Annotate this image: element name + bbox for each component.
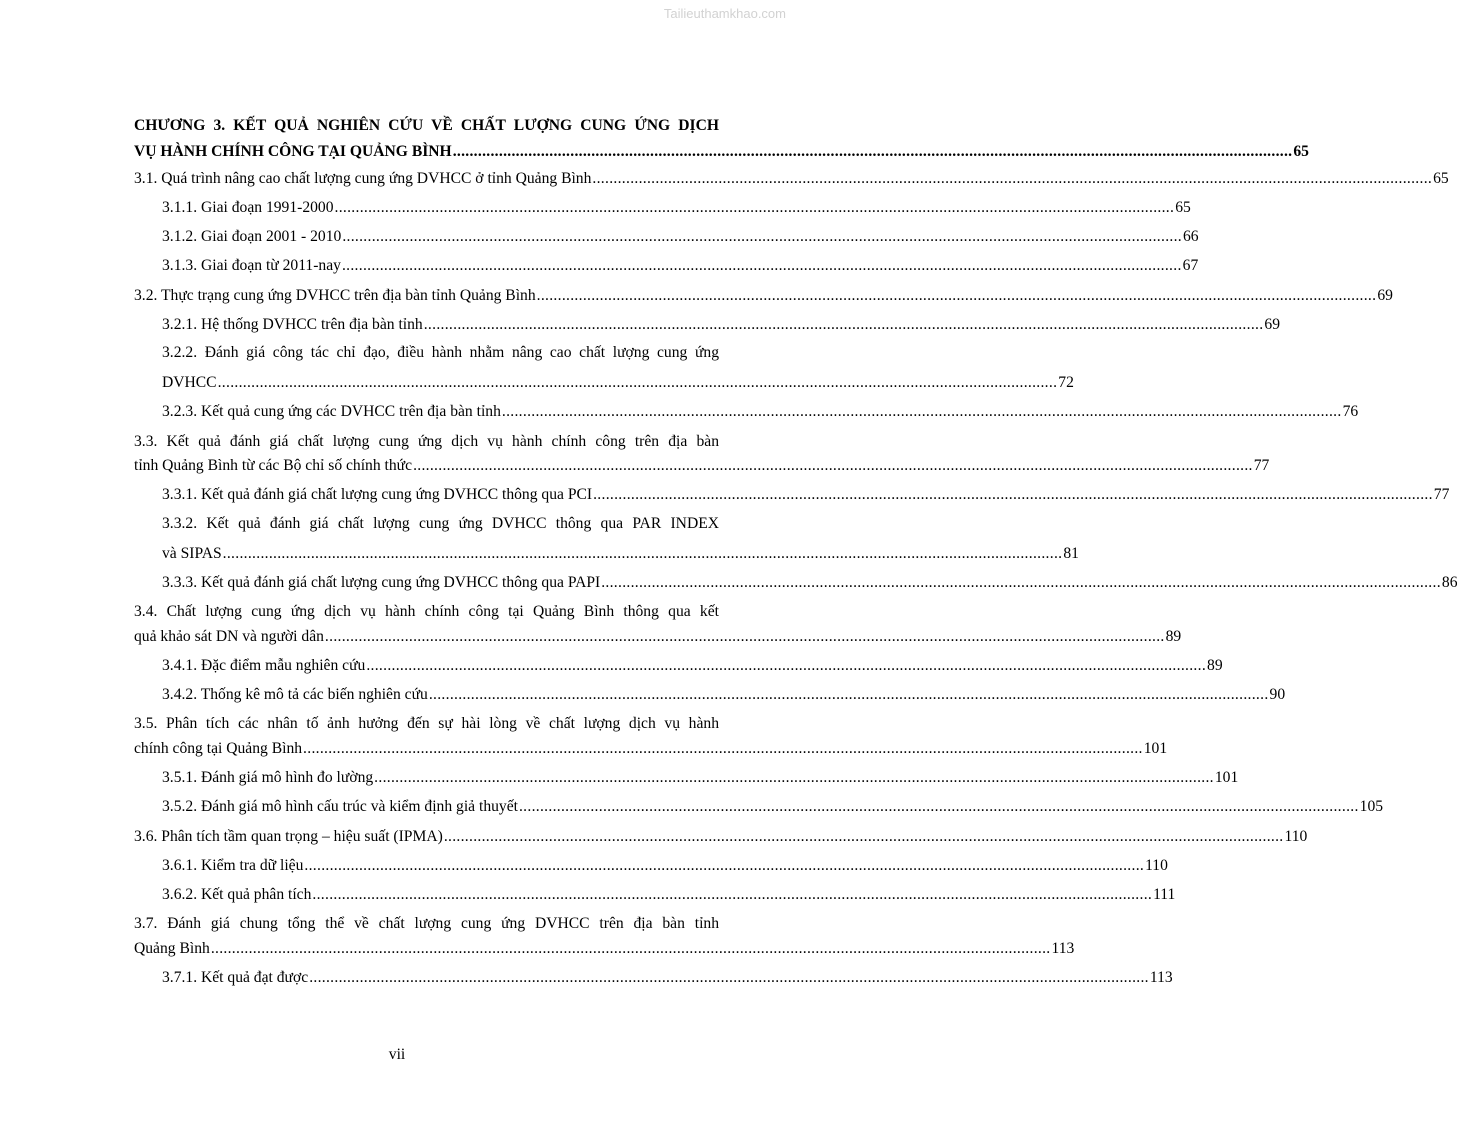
toc-entry-label: 3.1. Quá trình nâng cao chất lượng cung ứng DVHCC ở tỉnh Quảng Bình: [134, 170, 592, 187]
toc-page-number: 110: [1284, 828, 1308, 845]
toc-entry-label: Quảng Bình: [134, 940, 210, 957]
dot-leader: ........................................................................................................................................................................................................: [324, 628, 1165, 645]
dot-leader: ........................................................................................................................................................................................................: [501, 403, 1342, 420]
toc-item-3-1-1[interactable]: [162, 195, 1191, 221]
toc-entry-label: và SIPAS: [162, 545, 222, 562]
dot-leader: ........................................................................................................................................................................................................: [366, 657, 1207, 674]
dot-leader: ........................................................................................................................................................................................................: [536, 287, 1377, 304]
toc-item-3-5-1[interactable]: [162, 765, 1239, 791]
toc-page-number: 81: [1063, 545, 1079, 562]
toc-item-3-6[interactable]: [134, 824, 1308, 850]
toc-page-number: 86: [1441, 574, 1457, 591]
toc-entry-line1: 3.3.2. Kết quả đánh giá chất lượng cung ứng DVHCC thông qua PAR INDEX: [162, 515, 719, 532]
toc-entry-line1: CHƯƠNG 3. KẾT QUẢ NGHIÊN CỨU VỀ CHẤT LƯỢNG CUNG ỨNG DỊCH: [134, 117, 719, 134]
toc-item-3-2-3[interactable]: [162, 399, 1359, 425]
toc-page-number: 77: [1253, 457, 1270, 474]
dot-leader: ........................................................................................................................................................................................................: [601, 574, 1441, 591]
toc-entry-label: 3.1.3. Giai đoạn từ 2011-nay: [162, 257, 341, 274]
toc-page-number: 89: [1207, 657, 1223, 674]
dot-leader: ........................................................................................................................................................................................................: [342, 228, 1182, 245]
toc-entry-label: 3.6. Phân tích tầm quan trọng – hiệu suất (IPMA): [134, 828, 443, 845]
toc-entry-label: quả khảo sát DN và người dân: [134, 628, 324, 645]
toc-item-3-6-2[interactable]: [162, 882, 1176, 908]
toc-chapter-3-cont[interactable]: [134, 139, 1309, 165]
toc-item-3-3-1[interactable]: [162, 482, 1450, 508]
toc-item-3-1-3[interactable]: [162, 253, 1199, 279]
dot-leader: ........................................................................................................................................................................................................: [518, 798, 1359, 815]
dot-leader: ........................................................................................................................................................................................................: [428, 686, 1269, 703]
toc-item-3-3-3[interactable]: [162, 570, 1457, 596]
toc-page-number: 90: [1269, 686, 1286, 703]
toc-entry-label: 3.3.3. Kết quả đánh giá chất lượng cung ứng DVHCC thông qua PAPI: [162, 574, 601, 591]
toc-item-3-4-cont[interactable]: [134, 624, 1182, 650]
dot-leader: ........................................................................................................................................................................................................: [423, 316, 1264, 333]
dot-leader: ........................................................................................................................................................................................................: [312, 886, 1153, 903]
toc-page-number: 89: [1165, 628, 1182, 645]
toc-entry-label: 3.4.2. Thống kê mô tả các biến nghiên cứu: [162, 686, 428, 703]
toc-entry-line1: 3.3. Kết quả đánh giá chất lượng cung ứng dịch vụ hành chính công trên địa bàn: [134, 433, 719, 450]
toc-page-number: 72: [1058, 374, 1074, 391]
dot-leader: ........................................................................................................................................................................................................: [593, 486, 1433, 503]
toc-page-number: 111: [1153, 886, 1176, 903]
dot-leader: ........................................................................................................................................................................................................: [210, 940, 1051, 957]
toc-entry-label: 3.4.1. Đặc điểm mẫu nghiên cứu: [162, 657, 366, 674]
toc-item-3-4-1[interactable]: [162, 653, 1223, 679]
toc-item-3-7-1[interactable]: [162, 965, 1173, 991]
toc-entry-label: 3.6.2. Kết quả phân tích: [162, 886, 312, 903]
toc-entry-line1: 3.2.2. Đánh giá công tác chỉ đạo, điều hành nhằm nâng cao chất lượng cung ứng: [162, 344, 719, 361]
toc-page-number: 67: [1182, 257, 1199, 274]
toc-entry-line1: 3.5. Phân tích các nhân tố ảnh hưởng đến sự hài lòng về chất lượng dịch vụ hành: [134, 715, 719, 732]
dot-leader: ........................................................................................................................................................................................................: [304, 857, 1145, 874]
toc-entry-label: 3.5.2. Đánh giá mô hình cấu trúc và kiểm định giả thuyết: [162, 798, 518, 815]
dot-leader: ........................................................................................................................................................................................................: [222, 545, 1063, 562]
toc-page-number: 105: [1359, 798, 1384, 815]
toc-item-3-6-1[interactable]: [162, 853, 1168, 879]
toc-item-3-7-cont[interactable]: [134, 936, 1075, 962]
toc-page-number: 65: [1433, 170, 1449, 187]
toc-page-number: 113: [1051, 940, 1075, 957]
dot-leader: ........................................................................................................................................................................................................: [303, 740, 1143, 757]
toc-page-number: 65: [1175, 199, 1191, 216]
dot-leader: ........................................................................................................................................................................................................: [309, 969, 1149, 986]
dot-leader: ........................................................................................................................................................................................................: [592, 170, 1433, 187]
toc-entry-label: DVHCC: [162, 374, 217, 391]
toc-page-number: 101: [1143, 740, 1168, 757]
toc-item-3-1[interactable]: [134, 166, 1449, 192]
toc-chapter-3[interactable]: [134, 113, 719, 139]
toc-item-3-2-1[interactable]: [162, 312, 1281, 338]
toc-entry-label: 3.2.1. Hệ thống DVHCC trên địa bàn tỉnh: [162, 316, 423, 333]
toc-item-3-2-2-cont[interactable]: [162, 370, 1074, 396]
toc-entry-label: 3.5.1. Đánh giá mô hình đo lường: [162, 769, 374, 786]
toc-page-number: 69: [1377, 287, 1393, 304]
toc-item-3-7[interactable]: [134, 911, 719, 937]
toc-item-3-2-2[interactable]: [162, 340, 719, 366]
dot-leader: ........................................................................................................................................................................................................: [217, 374, 1058, 391]
dot-leader: ........................................................................................................................................................................................................: [374, 769, 1214, 786]
toc-item-3-5-2[interactable]: [162, 794, 1384, 820]
toc-entry-label: 3.1.1. Giai đoạn 1991-2000: [162, 199, 334, 216]
toc-page-number: 76: [1342, 403, 1359, 420]
toc-item-3-4[interactable]: [134, 599, 719, 625]
toc-item-3-3-2-cont[interactable]: [162, 541, 1079, 567]
toc-page-number: 110: [1145, 857, 1168, 874]
toc-item-3-2[interactable]: [134, 283, 1393, 309]
dot-leader: ........................................................................................................................................................................................................: [334, 199, 1175, 216]
toc-entry-label: chính công tại Quảng Bình: [134, 740, 303, 757]
toc-entry-line1: 3.7. Đánh giá chung tổng thể về chất lượng cung ứng DVHCC trên địa bàn tỉnh: [134, 915, 719, 932]
toc-item-3-1-2[interactable]: [162, 224, 1199, 250]
toc-entry-label: VỤ HÀNH CHÍNH CÔNG TẠI QUẢNG BÌNH: [134, 143, 452, 160]
toc-entry-label: 3.3.1. Kết quả đánh giá chất lượng cung ứng DVHCC thông qua PCI: [162, 486, 593, 503]
toc-page-number: 69: [1264, 316, 1281, 333]
toc-page-number: 77: [1433, 486, 1450, 503]
toc-entry-label: 3.1.2. Giai đoạn 2001 - 2010: [162, 228, 342, 245]
page-number: vii: [388, 1046, 406, 1063]
toc-entry-label: tỉnh Quảng Bình từ các Bộ chỉ số chính thức: [134, 457, 413, 474]
dot-leader: ........................................................................................................................................................................................................: [413, 457, 1253, 474]
toc-page-number: 66: [1183, 228, 1199, 245]
toc-entry-label: 3.2. Thực trạng cung ứng DVHCC trên địa bàn tỉnh Quảng Bình: [134, 287, 536, 304]
toc-page-number: 113: [1149, 969, 1173, 986]
toc-item-3-5-cont[interactable]: [134, 736, 1168, 762]
dot-leader: ........................................................................................................................................................................................................: [452, 143, 1293, 160]
dot-leader: ........................................................................................................................................................................................................: [341, 257, 1182, 274]
toc-entry-label: 3.7.1. Kết quả đạt được: [162, 969, 309, 986]
toc-item-3-3-cont[interactable]: [134, 453, 1270, 479]
toc-entry-label: 3.6.1. Kiểm tra dữ liệu: [162, 857, 304, 874]
watermark: Tailieuthamkhao.com: [663, 6, 786, 21]
dot-leader: ........................................................................................................................................................................................................: [443, 828, 1284, 845]
toc-item-3-5[interactable]: [134, 711, 719, 737]
toc-entry-line1: 3.4. Chất lượng cung ứng dịch vụ hành chính công tại Quảng Bình thông qua kết: [134, 603, 719, 620]
toc-item-3-4-2[interactable]: [162, 682, 1286, 708]
toc-entry-label: 3.2.3. Kết quả cung ứng các DVHCC trên địa bàn tỉnh: [162, 403, 501, 420]
toc-item-3-3-2[interactable]: [162, 511, 719, 537]
toc-page-number: 65: [1293, 143, 1309, 160]
toc-page-number: 101: [1214, 769, 1239, 786]
toc-item-3-3[interactable]: [134, 429, 719, 455]
